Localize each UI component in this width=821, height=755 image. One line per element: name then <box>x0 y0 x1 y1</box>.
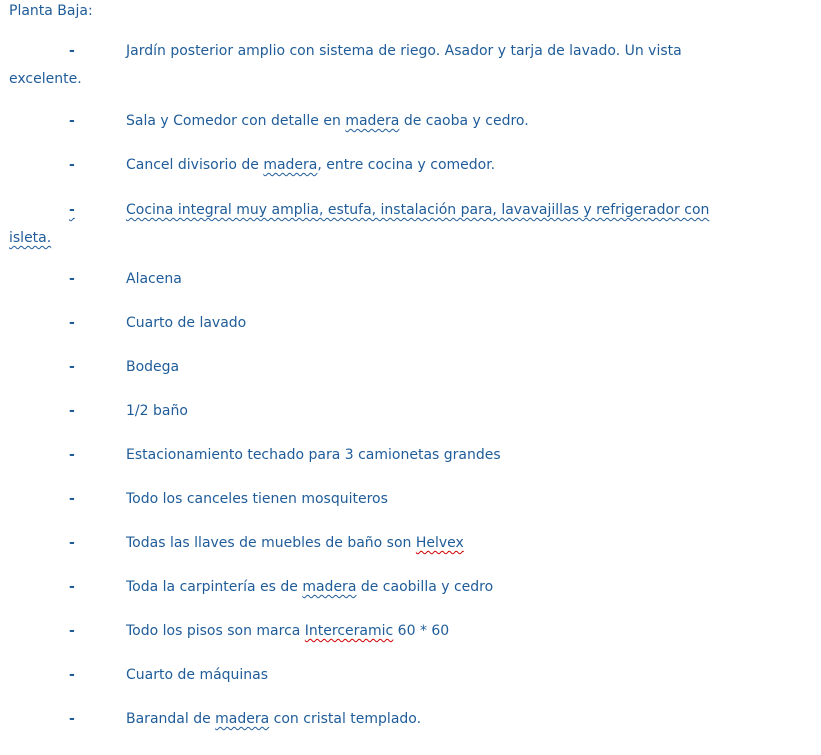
list-bullet: - <box>69 43 75 59</box>
text-segment: de caobilla y cedro <box>356 579 494 595</box>
list-item <box>0 402 821 424</box>
list-item <box>0 446 821 468</box>
text-segment: , entre cocina y comedor. <box>317 157 496 173</box>
spell-flagged-word: Interceramic <box>304 623 394 639</box>
list-bullet: - <box>69 711 75 727</box>
list-item <box>0 42 821 64</box>
list-bullet: - <box>69 359 75 375</box>
list-item-text: 1/2 baño <box>126 403 188 419</box>
spell-flagged-word: Helvex <box>415 535 464 551</box>
list-item-text: Cocina integral muy amplia, estufa, instalación para, lavavajillas y refrigerador con <box>126 202 710 218</box>
text-segment: de caoba y cedro. <box>399 113 529 129</box>
text-segment: Toda la carpintería es de <box>126 579 303 595</box>
list-item-text: Cuarto de máquinas <box>126 667 269 683</box>
list-bullet: - <box>69 623 75 639</box>
list-item-text: Alacena <box>126 271 182 287</box>
list-item <box>0 534 821 556</box>
list-item <box>0 270 821 292</box>
spell-flagged-word: madera <box>263 157 318 173</box>
list-item-continuation: excelente. <box>9 71 82 87</box>
list-item-text <box>126 534 464 552</box>
list-item-text: Estacionamiento techado para 3 camionetas grandes <box>126 447 501 463</box>
list-bullet: - <box>69 403 75 419</box>
list-item-continuation: isleta. <box>9 230 52 246</box>
list-bullet: - <box>69 202 75 218</box>
list-item-text <box>126 112 529 130</box>
text-segment: con cristal templado. <box>269 711 422 727</box>
list-item <box>0 710 821 732</box>
list-item-text: Cuarto de lavado <box>126 315 247 331</box>
list-bullet: - <box>69 447 75 463</box>
list-item <box>0 578 821 600</box>
spell-flagged-word: madera <box>345 113 400 129</box>
list-item-text: Jardín posterior amplio con sistema de riego. Asador y tarja de lavado. Un vista <box>126 43 682 59</box>
list-item <box>0 112 821 134</box>
section-title: Planta Baja: <box>9 3 93 19</box>
list-item <box>0 490 821 512</box>
list-item-text <box>126 578 493 596</box>
list-bullet: - <box>69 157 75 173</box>
list-item <box>0 358 821 380</box>
list-item <box>0 622 821 644</box>
list-bullet: - <box>69 667 75 683</box>
text-segment: Cancel divisorio de <box>126 157 264 173</box>
text-segment: Todas las llaves de muebles de baño son <box>126 535 416 551</box>
list-bullet: - <box>69 271 75 287</box>
list-item <box>0 666 821 688</box>
text-segment: Barandal de <box>126 711 216 727</box>
list-item <box>0 156 821 178</box>
list-bullet: - <box>69 491 75 507</box>
list-bullet: - <box>69 579 75 595</box>
text-segment: Todo los pisos son marca <box>126 623 305 639</box>
spell-flagged-word: madera <box>215 711 270 727</box>
list-bullet: - <box>69 535 75 551</box>
list-item-text <box>126 710 421 728</box>
list-item-text: Todo los canceles tienen mosquiteros <box>126 491 388 507</box>
spell-flagged-word: madera <box>302 579 357 595</box>
list-item <box>0 201 821 223</box>
list-item <box>0 314 821 336</box>
text-segment: 60 * 60 <box>393 623 450 639</box>
text-segment: Sala y Comedor con detalle en <box>126 113 346 129</box>
list-item-text: Bodega <box>126 359 180 375</box>
list-item-text <box>126 622 449 640</box>
list-bullet: - <box>69 113 75 129</box>
list-item-text <box>126 156 495 174</box>
list-bullet: - <box>69 315 75 331</box>
